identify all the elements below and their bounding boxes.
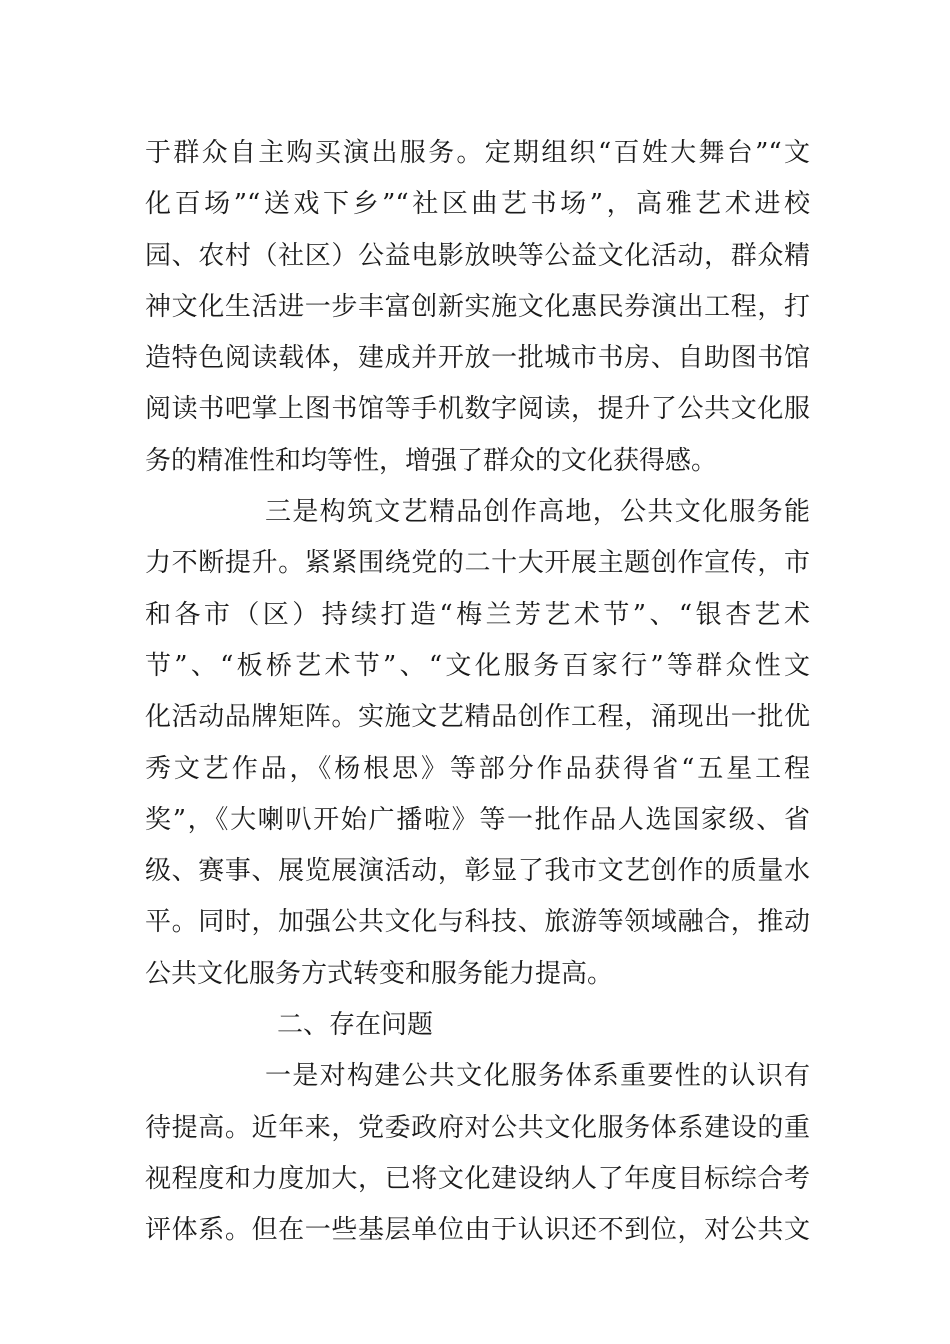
text-line: 节”、“板桥艺术节”、“文化服务百家行”等群众性文 (145, 650, 810, 681)
text-line: 阅读书吧掌上图书馆等手机数字阅读，提升了公共文化服 (145, 394, 810, 425)
text-line: 秀文艺作品，《杨根思》等部分作品获得省“五星工程 (145, 753, 810, 784)
text-line: 公共文化服务方式转变和服务能力提高。 (145, 958, 614, 989)
paragraph-first-line: 一是对构建公共文化服务体系重要性的认识有 (265, 1061, 810, 1092)
text-line: 奖”，《大喇叭开始广播啦》等一批作品人选国家级、省 (145, 804, 810, 835)
text-line: 力不断提升。紧紧围绕党的二十大开展主题创作宣传，市 (145, 548, 810, 579)
text-line: 务的精准性和均等性，增强了群众的文化获得感。 (145, 445, 718, 476)
text-line: 化百场”“送戏下乡”“社区曲艺书场”，高雅艺术进校 (145, 189, 810, 220)
text-line: 于群众自主购买演出服务。定期组织“百姓大舞台”“文 (145, 138, 810, 168)
text-line: 级、赛事、展览展演活动，彰显了我市文艺创作的质量水 (145, 856, 810, 887)
text-line: 神文化生活进一步丰富创新实施文化惠民券演出工程，打 (145, 291, 810, 322)
text-line: 视程度和力度加大，已将文化建设纳人了年度目标综合考 (145, 1163, 810, 1194)
text-line: 园、农村（社区）公益电影放映等公益文化活动，群众精 (145, 240, 810, 271)
text-line: 化活动品牌矩阵。实施文艺精品创作工程，涌现出一批优 (145, 702, 810, 733)
text-line: 平。同时，加强公共文化与科技、旅游等领域融合，推动 (145, 907, 810, 938)
text-line: 和各市（区）持续打造“梅兰芳艺术节”、“银杏艺术 (145, 599, 810, 630)
text-line: 造特色阅读载体，建成并开放一批城市书房、自助图书馆 (145, 343, 810, 374)
text-line: 待提高。近年来，党委政府对公共文化服务体系建设的重 (145, 1112, 810, 1143)
body-text (145, 128, 810, 1257)
section-heading: 二、存在问题 (277, 1010, 434, 1041)
paragraph-first-line: 三是构筑文艺精品创作高地，公共文化服务能 (265, 497, 810, 528)
text-line: 评体系。但在一些基层单位由于认识还不到位，对公共文 (145, 1215, 810, 1246)
